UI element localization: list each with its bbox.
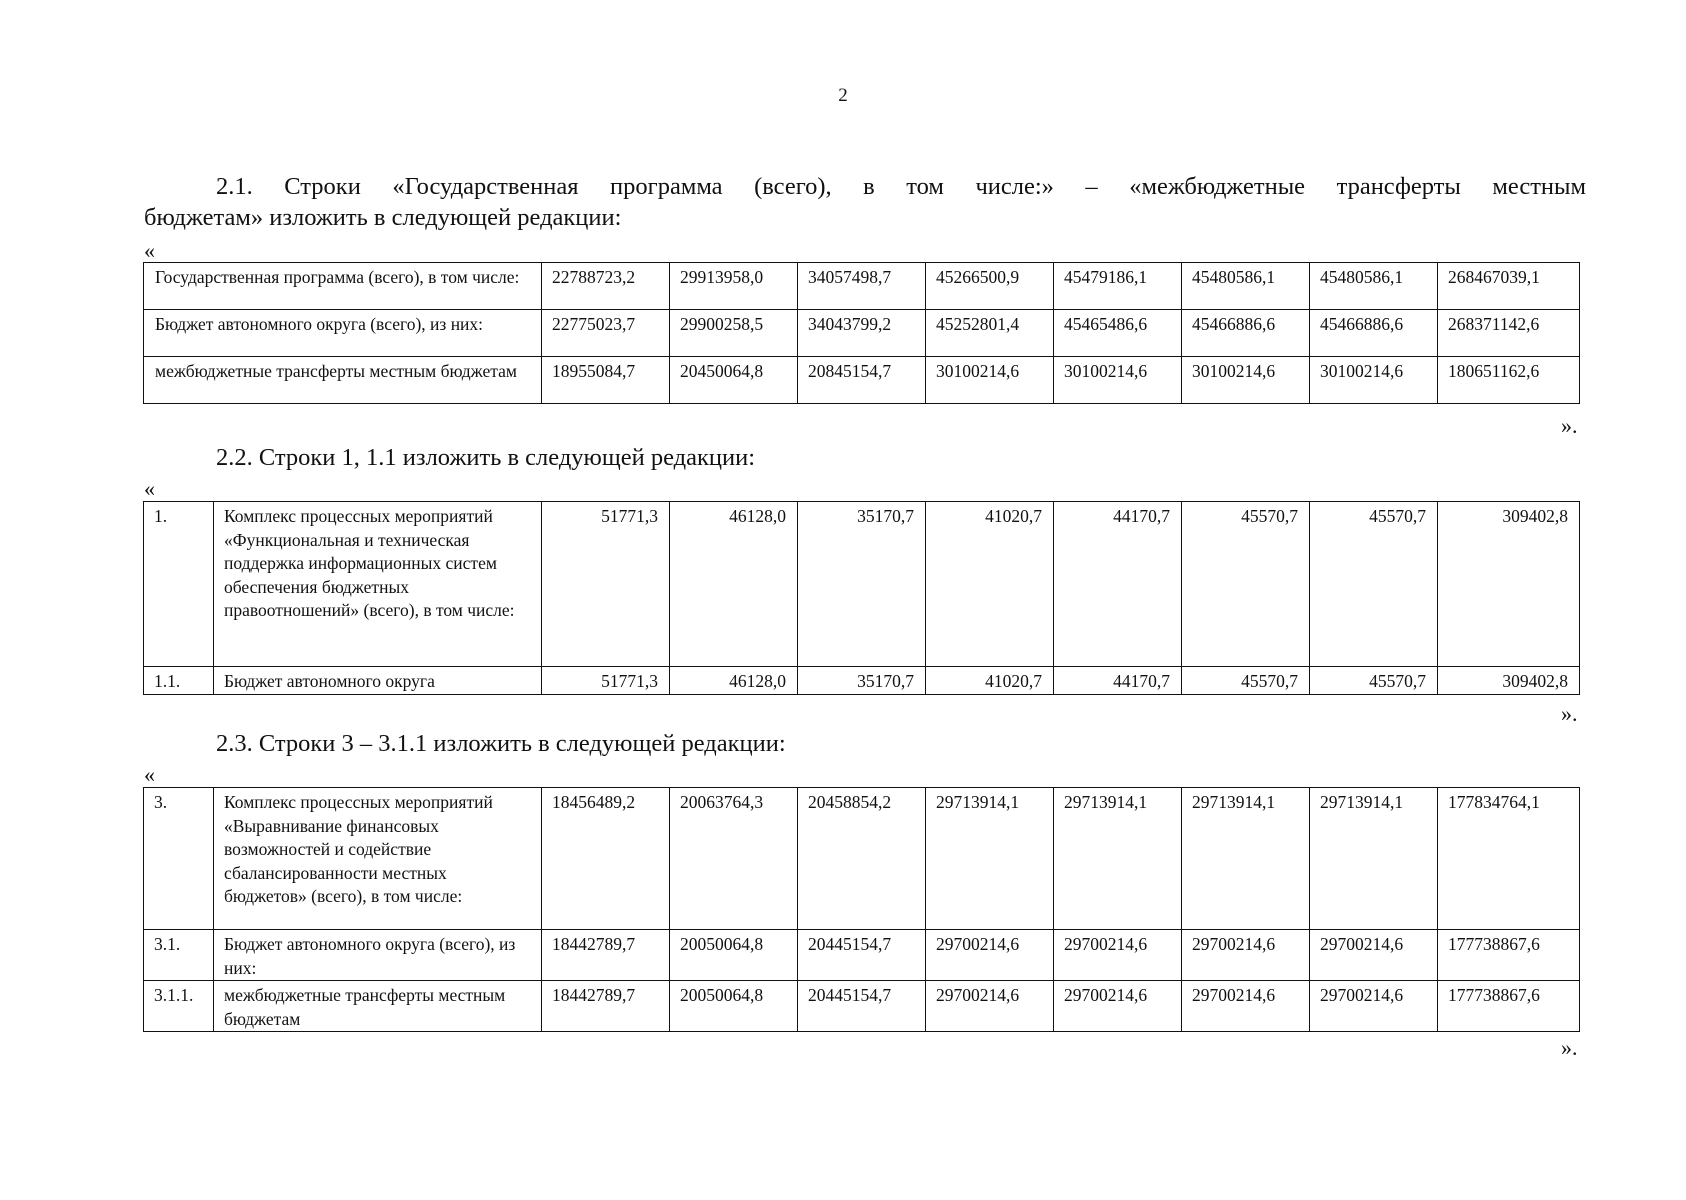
- row-label: Комплекс процессных мероприятий «Функциональная и техническая поддержка информационных систем обеспечения бюджетных правоотношений» (всего), в том числе:: [214, 502, 542, 667]
- value-cell: 268467039,1: [1438, 263, 1580, 310]
- open-quote: «: [144, 238, 155, 263]
- value-cell: 20845154,7: [798, 357, 926, 404]
- value-cell: 44170,7: [1054, 667, 1182, 695]
- value-cell: 29713914,1: [1054, 788, 1182, 930]
- value-cell: 29700214,6: [1182, 981, 1310, 1032]
- value-cell: 45480586,1: [1182, 263, 1310, 310]
- table-row: [144, 981, 1580, 1032]
- value-cell: 45252801,4: [926, 310, 1054, 357]
- value-cell: 177738867,6: [1438, 930, 1580, 981]
- value-cell: 20050064,8: [670, 981, 798, 1032]
- value-cell: 29700214,6: [1182, 930, 1310, 981]
- value-cell: 18955084,7: [542, 357, 670, 404]
- value-cell: 35170,7: [798, 667, 926, 695]
- value-cell: 45266500,9: [926, 263, 1054, 310]
- value-cell: 30100214,6: [926, 357, 1054, 404]
- value-cell: 177738867,6: [1438, 981, 1580, 1032]
- value-cell: 30100214,6: [1310, 357, 1438, 404]
- page-number: 2: [838, 85, 848, 106]
- value-cell: 180651162,6: [1438, 357, 1580, 404]
- table-row: [144, 930, 1580, 981]
- row-number: 3.: [144, 788, 214, 930]
- value-cell: 29700214,6: [926, 981, 1054, 1032]
- table-row: [144, 357, 1580, 404]
- value-cell: 45479186,1: [1054, 263, 1182, 310]
- row-label: межбюджетные трансферты местным бюджетам: [214, 981, 542, 1032]
- value-cell: 29713914,1: [1310, 788, 1438, 930]
- row-number: 3.1.1.: [144, 981, 214, 1032]
- value-cell: 45465486,6: [1054, 310, 1182, 357]
- section-2-1-heading-line2: бюджетам» изложить в следующей редакции:: [144, 204, 622, 231]
- value-cell: 30100214,6: [1054, 357, 1182, 404]
- table-row: [144, 502, 1580, 667]
- value-cell: 51771,3: [542, 502, 670, 667]
- row-label: Комплекс процессных мероприятий «Выравнивание финансовых возможностей и содействие сбалансированности местных бюджетов» (всего), в том числе:: [214, 788, 542, 930]
- value-cell: 18456489,2: [542, 788, 670, 930]
- value-cell: 29713914,1: [1182, 788, 1310, 930]
- row-label: Бюджет автономного округа: [214, 667, 542, 695]
- table-2-2: [143, 501, 1580, 695]
- row-label: Государственная программа (всего), в том числе:: [144, 263, 542, 310]
- open-quote: «: [144, 762, 155, 787]
- value-cell: 29700214,6: [1054, 981, 1182, 1032]
- value-cell: 29913958,0: [670, 263, 798, 310]
- value-cell: 46128,0: [670, 502, 798, 667]
- value-cell: 29700214,6: [1054, 930, 1182, 981]
- value-cell: 46128,0: [670, 667, 798, 695]
- value-cell: 45570,7: [1182, 502, 1310, 667]
- value-cell: 41020,7: [926, 667, 1054, 695]
- value-cell: 20445154,7: [798, 930, 926, 981]
- value-cell: 51771,3: [542, 667, 670, 695]
- row-label: Бюджет автономного округа (всего), из них:: [214, 930, 542, 981]
- value-cell: 29700214,6: [1310, 930, 1438, 981]
- value-cell: 18442789,7: [542, 981, 670, 1032]
- value-cell: 268371142,6: [1438, 310, 1580, 357]
- row-label: Бюджет автономного округа (всего), из них:: [144, 310, 542, 357]
- row-label: межбюджетные трансферты местным бюджетам: [144, 357, 542, 404]
- value-cell: 29900258,5: [670, 310, 798, 357]
- value-cell: 35170,7: [798, 502, 926, 667]
- close-quote: ».: [1561, 701, 1578, 726]
- open-quote: «: [144, 476, 155, 501]
- value-cell: 29713914,1: [926, 788, 1054, 930]
- close-quote: ».: [1561, 1035, 1578, 1060]
- value-cell: 309402,8: [1438, 502, 1580, 667]
- value-cell: 20445154,7: [798, 981, 926, 1032]
- value-cell: 45480586,1: [1310, 263, 1438, 310]
- value-cell: 309402,8: [1438, 667, 1580, 695]
- value-cell: 30100214,6: [1182, 357, 1310, 404]
- value-cell: 20458854,2: [798, 788, 926, 930]
- row-number: 1.: [144, 502, 214, 667]
- table-2-1: [143, 262, 1580, 404]
- value-cell: 29700214,6: [1310, 981, 1438, 1032]
- value-cell: 22775023,7: [542, 310, 670, 357]
- value-cell: 41020,7: [926, 502, 1054, 667]
- value-cell: 45570,7: [1310, 667, 1438, 695]
- value-cell: 20063764,3: [670, 788, 798, 930]
- value-cell: 177834764,1: [1438, 788, 1580, 930]
- value-cell: 22788723,2: [542, 263, 670, 310]
- value-cell: 45570,7: [1182, 667, 1310, 695]
- value-cell: 34057498,7: [798, 263, 926, 310]
- value-cell: 34043799,2: [798, 310, 926, 357]
- section-2-3-heading: 2.3. Строки 3 – 3.1.1 изложить в следующей редакции:: [216, 730, 786, 757]
- row-number: 3.1.: [144, 930, 214, 981]
- section-2-2-heading: 2.2. Строки 1, 1.1 изложить в следующей редакции:: [216, 444, 756, 471]
- value-cell: 45570,7: [1310, 502, 1438, 667]
- value-cell: 20050064,8: [670, 930, 798, 981]
- table-2-3: [143, 787, 1580, 1032]
- value-cell: 29700214,6: [926, 930, 1054, 981]
- value-cell: 20450064,8: [670, 357, 798, 404]
- value-cell: 45466886,6: [1310, 310, 1438, 357]
- value-cell: 45466886,6: [1182, 310, 1310, 357]
- close-quote: ».: [1561, 413, 1578, 438]
- table-row: [144, 788, 1580, 930]
- row-number: 1.1.: [144, 667, 214, 695]
- section-2-1-heading-line1: 2.1. Строки «Государственная программа (всего), в том числе:» – «межбюджетные трансферты местным: [216, 173, 1586, 200]
- table-row: [144, 667, 1580, 695]
- table-row: [144, 310, 1580, 357]
- value-cell: 44170,7: [1054, 502, 1182, 667]
- value-cell: 18442789,7: [542, 930, 670, 981]
- table-row: [144, 263, 1580, 310]
